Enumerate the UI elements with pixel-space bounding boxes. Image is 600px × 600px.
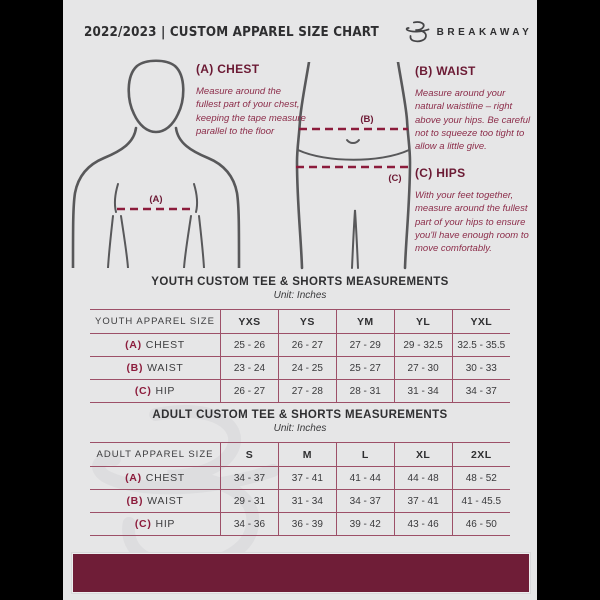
- left-torso-side-line: [121, 216, 128, 268]
- adult-size-col-header: ADULT APPAREL SIZE: [96, 449, 214, 460]
- adult-hip-label: [90, 513, 221, 536]
- right-armpit-line: [194, 184, 197, 212]
- row-label: HIP: [155, 518, 176, 530]
- row-label: HIP: [155, 385, 176, 397]
- hip-curve-line: [298, 150, 409, 160]
- youth-header-row: [90, 310, 510, 334]
- adult-table-section: [63, 409, 537, 536]
- table-cell: 37 - 41: [278, 467, 336, 490]
- table-cell: 34 - 37: [221, 467, 279, 490]
- footer-bar: [72, 553, 530, 593]
- head-outline: [129, 61, 184, 132]
- table-cell: 41 - 45.5: [452, 490, 510, 513]
- table-cell: 23 - 24: [221, 357, 279, 380]
- table-cell: 31 - 34: [278, 490, 336, 513]
- table-cell: 32.5 - 35.5: [452, 334, 510, 357]
- brand-name: BREAKAWAY: [436, 26, 533, 38]
- row-prefix: (C): [134, 518, 152, 530]
- adult-size-2xl: 2XL: [452, 443, 510, 467]
- youth-size-ym: YM: [336, 310, 394, 334]
- hips-instruction: [415, 166, 537, 255]
- table-cell: 41 - 44: [336, 467, 394, 490]
- youth-hip-label: [90, 380, 221, 403]
- youth-size-ys: YS: [278, 310, 336, 334]
- waist-instruction: [415, 64, 531, 153]
- row-label: CHEST: [145, 472, 185, 484]
- row-prefix: (A): [125, 339, 142, 351]
- table-cell: 24 - 25: [278, 357, 336, 380]
- chest-instruction-text: Measure around the fullest part of your chest, keeping the tape measure parallel to the floor: [196, 86, 306, 137]
- table-cell: 25 - 27: [336, 357, 394, 380]
- row-label: CHEST: [145, 339, 185, 351]
- waist-instruction-heading: (B) WAIST: [415, 64, 476, 78]
- breakaway-logo-icon: [405, 20, 430, 44]
- youth-table-title: YOUTH CUSTOM TEE & SHORTS MEASUREMENTS: [151, 276, 449, 288]
- chest-instruction-heading: (A) CHEST: [196, 62, 260, 76]
- table-cell: 34 - 36: [221, 513, 279, 536]
- lower-body-diagram: [291, 62, 416, 270]
- adult-size-l: L: [336, 443, 394, 467]
- table-cell: 27 - 30: [394, 357, 452, 380]
- page-title: 2022/2023 | CUSTOM APPAREL SIZE CHART: [84, 24, 380, 40]
- page-header: [84, 18, 533, 46]
- table-cell: 44 - 48: [394, 467, 452, 490]
- adult-header-row: [90, 443, 510, 467]
- row-prefix: (C): [134, 385, 152, 397]
- youth-table-section: [63, 276, 537, 403]
- size-chart-page: [63, 0, 537, 600]
- table-cell: 27 - 28: [278, 380, 336, 403]
- table-cell: 29 - 32.5: [394, 334, 452, 357]
- youth-size-yl: YL: [394, 310, 452, 334]
- table-cell: 34 - 37: [452, 380, 510, 403]
- row-prefix: (B): [126, 362, 144, 374]
- table-cell: 27 - 29: [336, 334, 394, 357]
- youth-waist-row: [90, 357, 510, 380]
- table-cell: 30 - 33: [452, 357, 510, 380]
- adult-size-xl: XL: [394, 443, 452, 467]
- adult-hip-row: [90, 513, 510, 536]
- youth-size-col-header: YOUTH APPAREL SIZE: [95, 316, 215, 327]
- chest-instruction: [196, 62, 306, 138]
- table-cell: 31 - 34: [394, 380, 452, 403]
- table-cell: 37 - 41: [394, 490, 452, 513]
- adult-chest-row: [90, 467, 510, 490]
- adult-size-table: [90, 442, 510, 536]
- table-cell: 26 - 27: [221, 380, 279, 403]
- chest-marker-label: (A): [149, 194, 163, 205]
- waist-marker-label: (B): [360, 114, 374, 125]
- table-cell: 34 - 37: [336, 490, 394, 513]
- hip-marker-label: (C): [388, 173, 402, 184]
- adult-chest-label: [90, 467, 221, 490]
- adult-table-title: ADULT CUSTOM TEE & SHORTS MEASUREMENTS: [152, 409, 448, 421]
- row-prefix: (A): [125, 472, 142, 484]
- youth-table-unit: Unit: Inches: [273, 290, 327, 301]
- row-label: WAIST: [147, 362, 184, 374]
- youth-hip-row: [90, 380, 510, 403]
- hips-instruction-heading: (C) HIPS: [415, 166, 466, 180]
- adult-waist-label: [90, 490, 221, 513]
- row-prefix: (B): [126, 495, 144, 507]
- table-cell: 29 - 31: [221, 490, 279, 513]
- youth-size-yxs: YXS: [221, 310, 279, 334]
- adult-table-unit: Unit: Inches: [273, 423, 327, 434]
- row-label: WAIST: [147, 495, 184, 507]
- navel-mark: [347, 140, 359, 143]
- youth-chest-label: [90, 334, 221, 357]
- table-cell: 39 - 42: [336, 513, 394, 536]
- brand-block: [405, 20, 533, 44]
- table-cell: 28 - 31: [336, 380, 394, 403]
- table-cell: 43 - 46: [394, 513, 452, 536]
- left-inner-arm-line: [108, 216, 113, 268]
- waist-instruction-text: Measure around your natural waistline – right above your hips. Be careful not to squeeze too tight to allow a little give.: [415, 88, 531, 153]
- right-torso-side-line: [184, 216, 191, 268]
- right-inner-arm-line: [199, 216, 204, 268]
- table-cell: 26 - 27: [278, 334, 336, 357]
- adult-waist-row: [90, 490, 510, 513]
- adult-size-s: S: [221, 443, 279, 467]
- youth-chest-row: [90, 334, 510, 357]
- youth-size-yxl: YXL: [452, 310, 510, 334]
- table-cell: 36 - 39: [278, 513, 336, 536]
- youth-waist-label: [90, 357, 221, 380]
- hips-instruction-text: With your feet together, measure around the fullest part of your hips to ensure you'll have enough room to move comfortably.: [415, 190, 529, 255]
- inner-leg-lines: [352, 210, 358, 268]
- table-cell: 48 - 52: [452, 467, 510, 490]
- adult-size-m: M: [278, 443, 336, 467]
- table-cell: 25 - 26: [221, 334, 279, 357]
- youth-size-table: [90, 309, 510, 403]
- table-cell: 46 - 50: [452, 513, 510, 536]
- right-hip-leg-outline: [398, 62, 410, 268]
